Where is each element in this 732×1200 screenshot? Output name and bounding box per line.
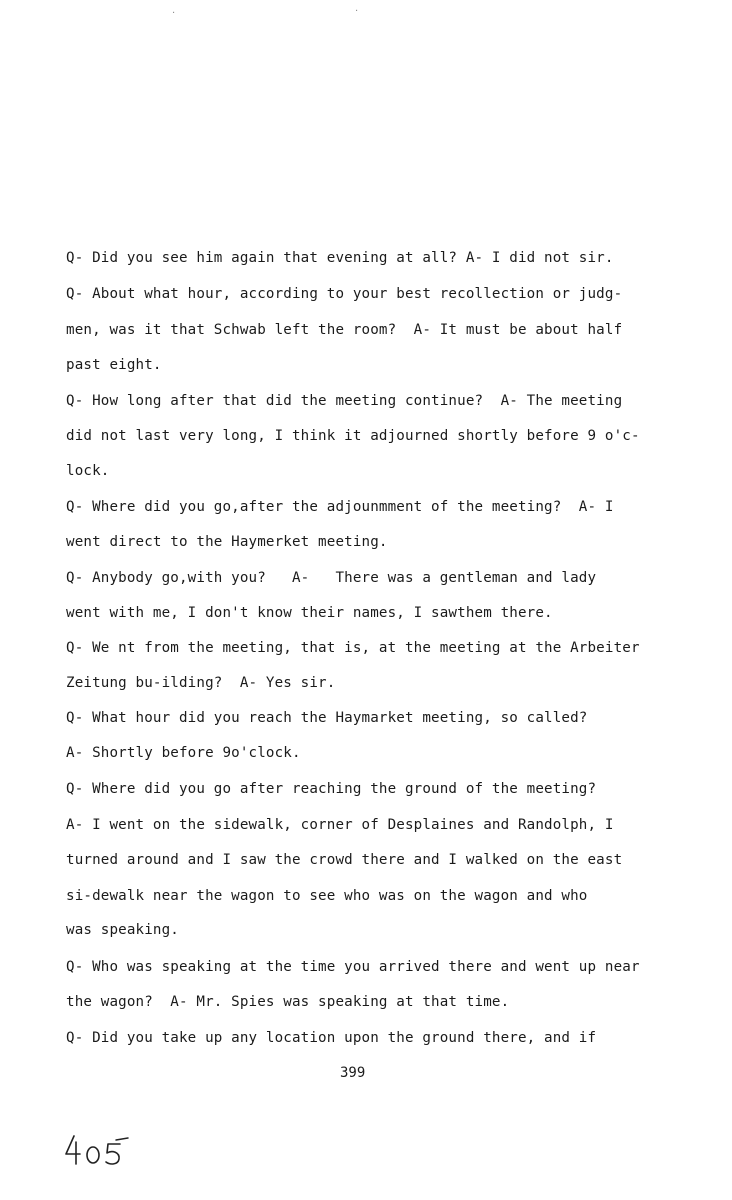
transcript-line-17: A- I went on the sidewalk, corner of Desplaines and Randolph, I bbox=[66, 817, 614, 833]
transcript-line-12: Q- We nt from the meeting, that is, at the meeting at the Arbeiter bbox=[66, 640, 640, 656]
transcript-line-5: Q- How long after that did the meeting continue? A- The meeting bbox=[66, 393, 623, 409]
transcript-line-21: Q- Who was speaking at the time you arrived there and went up near bbox=[66, 959, 640, 975]
transcript-line-3: men, was it that Schwab left the room? A- It must be about half bbox=[66, 322, 623, 338]
scan-speck: · bbox=[355, 6, 359, 17]
transcript-line-2: Q- About what hour, according to your best recollection or judg- bbox=[66, 286, 623, 302]
transcript-line-15: A- Shortly before 9o'clock. bbox=[66, 745, 301, 761]
transcript-line-6: did not last very long, I think it adjourned shortly before 9 o'c- bbox=[66, 428, 640, 444]
transcript-line-20: was speaking. bbox=[66, 922, 179, 938]
transcript-line-14: Q- What hour did you reach the Haymarket meeting, so called? bbox=[66, 710, 588, 726]
transcript-line-11: went with me, I don't know their names, I sawthem there. bbox=[66, 605, 553, 621]
transcript-line-23: Q- Did you take up any location upon the ground there, and if bbox=[66, 1030, 597, 1046]
transcript-line-9: went direct to the Haymerket meeting. bbox=[66, 534, 388, 550]
page-number: 399 bbox=[340, 1065, 366, 1081]
handwritten-page-number bbox=[62, 1130, 142, 1170]
transcript-line-19: si-dewalk near the wagon to see who was on the wagon and who bbox=[66, 888, 588, 904]
transcript-line-1: Q- Did you see him again that evening at all? A- I did not sir. bbox=[66, 250, 614, 266]
transcript-line-18: turned around and I saw the crowd there and I walked on the east bbox=[66, 852, 623, 868]
transcript-line-8: Q- Where did you go,after the adjounmment of the meeting? A- I bbox=[66, 499, 614, 515]
transcript-line-13: Zeitung bu-ilding? A- Yes sir. bbox=[66, 675, 336, 691]
transcript-line-16: Q- Where did you go after reaching the ground of the meeting? bbox=[66, 781, 597, 797]
transcript-line-4: past eight. bbox=[66, 357, 162, 373]
scan-speck: · bbox=[172, 8, 176, 19]
transcript-line-7: lock. bbox=[66, 463, 110, 479]
transcript-line-22: the wagon? A- Mr. Spies was speaking at that time. bbox=[66, 994, 510, 1010]
transcript-line-10: Q- Anybody go,with you? A- There was a gentleman and lady bbox=[66, 570, 597, 586]
